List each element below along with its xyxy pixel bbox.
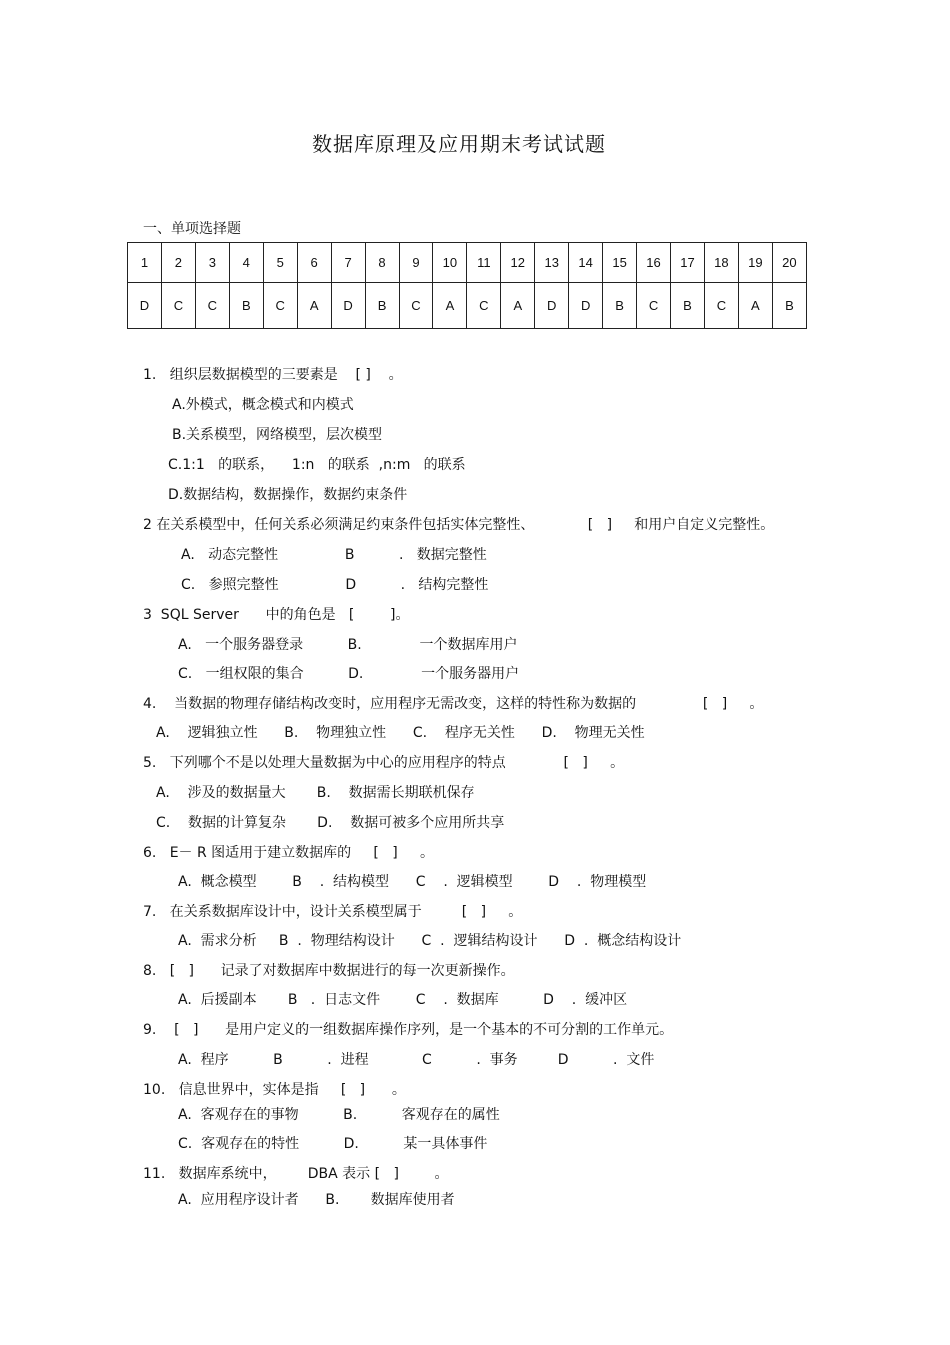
question-10: 10. 信息世界中，实体是指 [ ] 。 — [143, 1082, 406, 1098]
question-5-options-ab: A. 涉及的数据量大 B. 数据需长期联机保存 — [156, 785, 475, 801]
answer-table-answer-cell: B — [229, 283, 263, 329]
answer-table-answer-cell: C — [467, 283, 501, 329]
question-5: 5. 下列哪个不是以处理大量数据为中心的应用程序的特点 [ ] 。 — [143, 755, 625, 771]
answer-table-answer-cell: A — [297, 283, 331, 329]
page-title: 数据库原理及应用期末考试试题 — [312, 132, 606, 156]
answer-table-answer-cell: D — [569, 283, 603, 329]
answer-table-answer-cell: A — [501, 283, 535, 329]
answer-table-answer-cell: D — [128, 283, 162, 329]
question-3-options-cd: C. 一组权限的集合 D. 一个服务器用户 — [178, 666, 520, 682]
question-1-option-b: B.关系模型，网络模型，层次模型 — [172, 427, 383, 443]
answer-table-answer-cell: B — [603, 283, 637, 329]
question-3: 3 SQL Server 中的角色是 [ ]。 — [143, 607, 410, 623]
question-8-options: A. 后援副本 B . 日志文件 C . 数据库 D . 缓冲区 — [178, 992, 628, 1008]
question-11-options-ab: A. 应用程序设计者 B. 数据库使用者 — [178, 1192, 455, 1208]
answer-table-answer-cell: C — [263, 283, 297, 329]
question-7-options: A. 需求分析 B . 物理结构设计 C . 逻辑结构设计 D . 概念结构设计 — [178, 933, 682, 949]
question-9: 9. [ ] 是用户定义的一组数据库操作序列，是一个基本的不可分割的工作单元。 — [143, 1022, 674, 1038]
answer-table-answer-cell: A — [738, 283, 772, 329]
question-10-options-cd: C. 客观存在的特性 D. 某一具体事件 — [178, 1136, 488, 1152]
answer-table-answer-cell: C — [637, 283, 671, 329]
question-2-options-cd: C. 参照完整性 D . 结构完整性 — [181, 577, 489, 593]
question-1-option-d: D.数据结构，数据操作，数据约束条件 — [168, 487, 408, 503]
question-9-options: A. 程序 B . 进程 C . 事务 D . 文件 — [178, 1052, 655, 1068]
answer-table-number-cell: 13 — [535, 243, 569, 283]
answer-table-number-cell: 11 — [467, 243, 501, 283]
question-5-options-cd: C. 数据的计算复杂 D. 数据可被多个应用所共享 — [156, 815, 505, 831]
answer-table-number-row — [128, 243, 807, 283]
question-8: 8. [ ] 记录了对数据库中数据进行的每一次更新操作。 — [143, 963, 515, 979]
answer-table-answer-cell: B — [671, 283, 705, 329]
question-6: 6. E－ R 图适用于建立数据库的 [ ] 。 — [143, 845, 434, 861]
question-10-options-ab: A. 客观存在的事物 B. 客观存在的属性 — [178, 1107, 500, 1123]
answer-table-answer-cell: C — [161, 283, 195, 329]
question-4: 4. 当数据的物理存储结构改变时，应用程序无需改变，这样的特性称为数据的 [ ] 。 — [143, 696, 764, 712]
answer-table-number-cell: 16 — [637, 243, 671, 283]
answer-table-answer-cell: B — [772, 283, 806, 329]
answer-table-answer-row — [128, 283, 807, 329]
answer-table-number-cell: 19 — [738, 243, 772, 283]
section-heading: 一、单项选择题 — [143, 221, 241, 237]
answer-table-number-cell: 14 — [569, 243, 603, 283]
answer-table-answer-cell: D — [331, 283, 365, 329]
question-3-options-ab: A. 一个服务器登录 B. 一个数据库用户 — [178, 637, 518, 653]
answer-table-answer-cell: B — [365, 283, 399, 329]
answer-table-number-cell: 4 — [229, 243, 263, 283]
answer-table — [127, 242, 807, 329]
question-6-options: A. 概念模型 B . 结构模型 C . 逻辑模型 D . 物理模型 — [178, 874, 647, 890]
question-7: 7. 在关系数据库设计中，设计关系模型属于 [ ] 。 — [143, 904, 523, 920]
question-4-options: A. 逻辑独立性 B. 物理独立性 C. 程序无关性 D. 物理无关性 — [156, 725, 645, 741]
answer-table-answer-cell: D — [535, 283, 569, 329]
answer-table-number-cell: 1 — [128, 243, 162, 283]
question-2-options-ab: A. 动态完整性 B . 数据完整性 — [181, 547, 487, 563]
answer-table-number-cell: 8 — [365, 243, 399, 283]
answer-table-number-cell: 3 — [195, 243, 229, 283]
answer-table-answer-cell: C — [704, 283, 738, 329]
question-1: 1. 组织层数据模型的三要素是 [ ] 。 — [143, 367, 403, 383]
answer-table-number-cell: 15 — [603, 243, 637, 283]
answer-table-number-cell: 20 — [772, 243, 806, 283]
question-11: 11. 数据库系统中， DBA 表示 [ ] 。 — [143, 1166, 449, 1182]
answer-table-number-cell: 12 — [501, 243, 535, 283]
answer-table-answer-cell: C — [195, 283, 229, 329]
question-1-option-a: A.外模式，概念模式和内模式 — [172, 397, 354, 413]
answer-table-answer-cell: C — [399, 283, 433, 329]
answer-table-number-cell: 17 — [671, 243, 705, 283]
answer-table-number-cell: 7 — [331, 243, 365, 283]
question-1-option-c: C.1:1 的联系， 1:n 的联系 ,n:m 的联系 — [168, 457, 466, 473]
answer-table-answer-cell: A — [433, 283, 467, 329]
answer-table-number-cell: 5 — [263, 243, 297, 283]
answer-table-number-cell: 10 — [433, 243, 467, 283]
answer-table-number-cell: 6 — [297, 243, 331, 283]
answer-table-number-cell: 18 — [704, 243, 738, 283]
answer-table-number-cell: 2 — [161, 243, 195, 283]
answer-table-number-cell: 9 — [399, 243, 433, 283]
question-2: 2 在关系模型中，任何关系必须满足约束条件包括实体完整性、 [ ] 和用户自定义完整性。 — [143, 517, 775, 533]
